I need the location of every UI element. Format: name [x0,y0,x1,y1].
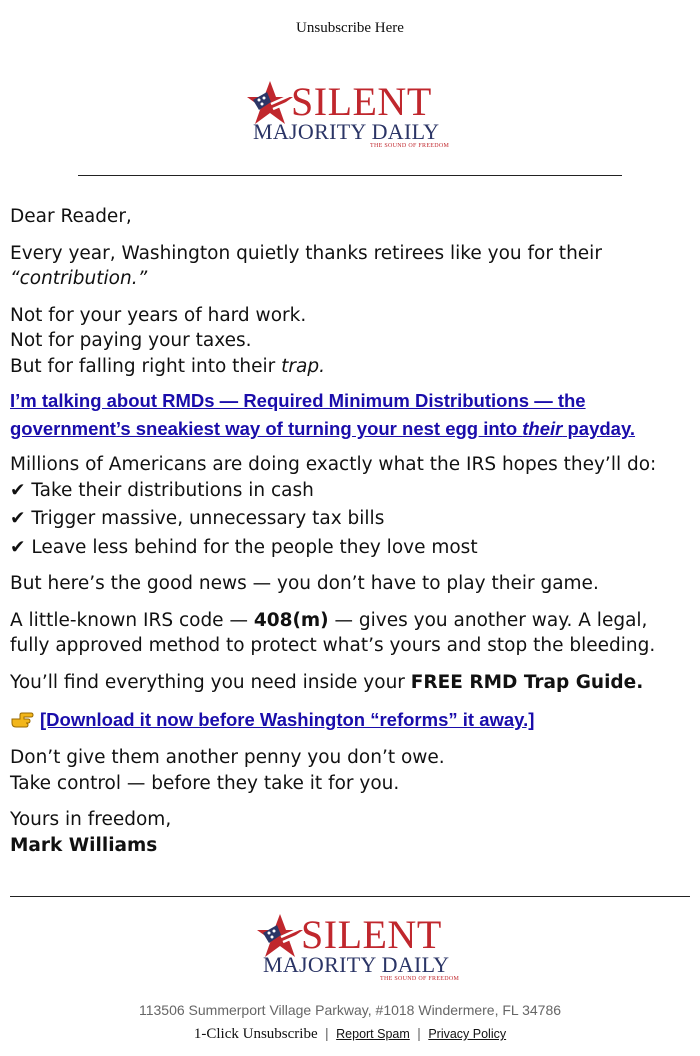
silent-majority-logo-footer [255,913,475,993]
logo-tagline: THE SOUND OF FREEDOM [380,976,460,982]
paragraph-guide: You’ll find everything you need inside your FREE RMD Trap Guide. [10,671,644,693]
signoff: Yours in freedom, [10,809,172,830]
paragraph-good-news: But here’s the good news — you don’t have to play their game. [10,573,599,594]
check-item-2: ✔ Trigger massive, unnecessary tax bills [10,508,385,529]
paragraph-irs-code-line1: A little-known IRS code — 408(m) — gives you another way. A legal, [10,609,648,631]
rmd-link-line1[interactable]: I’m talking about RMDs — Required Minimum Distributions — the [10,390,586,411]
privacy-policy-link[interactable]: Privacy Policy [428,1027,507,1041]
paragraph-intro-line2: “contribution.” [10,268,148,289]
pointing-hand-icon [10,711,34,729]
rmd-link[interactable] [10,387,690,443]
greeting: Dear Reader, [10,206,132,227]
signature: Mark Williams [10,834,158,856]
logo-word-majority-daily: MAJORITY DAILY [253,119,440,144]
paragraph-millions: Millions of Americans are doing exactly what the IRS hopes they’ll do: [10,454,657,475]
logo-word-silent: SILENT [291,79,432,124]
unsubscribe-link-top[interactable]: Unsubscribe Here [296,20,404,36]
check-icon: ✔ [10,536,26,558]
check-item-1: ✔ Take their distributions in cash [10,479,314,501]
paragraph-closing-1: Don’t give them another penny you don’t owe. [10,747,445,768]
download-row[interactable] [10,706,690,734]
paragraph-not-for-2: Not for paying your taxes. [10,330,252,351]
footer-separator: | [417,1026,421,1042]
one-click-unsubscribe-link[interactable]: 1-Click Unsubscribe [193,1026,318,1042]
check-item-3: ✔ Leave less behind for the people they love most [10,536,478,558]
logo-tagline: THE SOUND OF FREEDOM [370,143,450,149]
logo-word-silent: SILENT [301,912,442,957]
email-body [10,204,690,858]
rmd-link-line2[interactable]: government’s sneakiest way of turning your nest egg into their payday. [10,418,636,439]
check-icon: ✔ [10,479,26,501]
check-icon: ✔ [10,508,26,529]
footer-separator: | [325,1026,329,1042]
footer-links [0,1026,700,1043]
paragraph-irs-code-line2: fully approved method to protect what’s yours and stop the bleeding. [10,635,656,656]
logo-word-majority-daily: MAJORITY DAILY [263,952,450,977]
mailing-address: 113506 Summerport Village Parkway, #1018 Windermere, FL 34786 [138,1002,562,1018]
header-divider [78,175,622,176]
paragraph-closing-2: Take control — before they take it for you. [10,772,400,794]
report-spam-link[interactable]: Report Spam [336,1027,410,1041]
footer-divider [10,896,690,897]
silent-majority-logo [245,80,465,160]
paragraph-trap: But for falling right into their trap. [10,355,325,377]
download-guide-link[interactable]: [Download it now before Washington “reforms” it away.] [40,709,535,730]
paragraph-intro-line1: Every year, Washington quietly thanks retirees like you for their [10,242,602,264]
paragraph-not-for-1: Not for your years of hard work. [10,304,307,326]
